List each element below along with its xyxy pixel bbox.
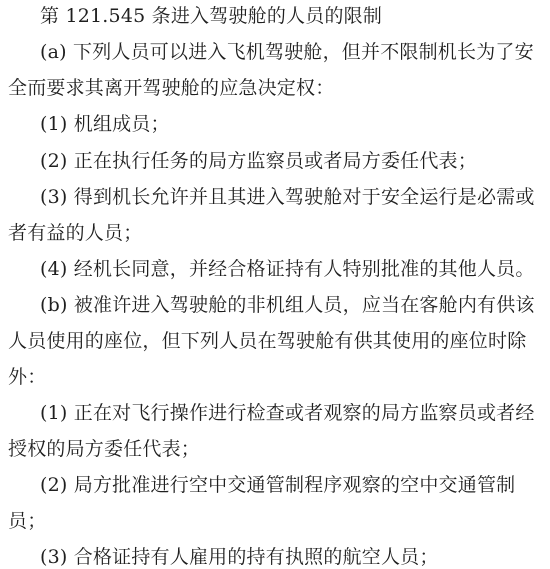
item-a-2: (2) 正在执行任务的局方监察员或者局方委任代表； [40, 150, 477, 172]
item-b-1-line-2: 授权的局方委任代表； [8, 438, 201, 460]
paragraph-b-line-2: 人员使用的座位，但下列人员在驾驶舱有供其使用的座位时除 [8, 330, 527, 352]
item-b-2-line-2: 员； [8, 510, 47, 532]
item-a-3-line-1: (3) 得到机长允许并且其进入驾驶舱对于安全运行是必需或 [40, 186, 535, 208]
section-title: 第 121.545 条进入驾驶舱的人员的限制 [40, 5, 383, 27]
item-b-2-line-1: (2) 局方批准进行空中交通管制程序观察的空中交通管制 [40, 474, 516, 496]
paragraph-a-line-2: 全而要求其离开驾驶舱的应急决定权： [8, 77, 335, 99]
item-b-1-line-1: (1) 正在对飞行操作进行检查或者观察的局方监察员或者经 [40, 402, 535, 424]
item-a-3-line-2: 者有益的人员； [8, 222, 143, 244]
paragraph-b-line-1: (b) 被准许进入驾驶舱的非机组人员，应当在客舱内有供该 [40, 294, 535, 316]
item-a-4: (4) 经机长同意，并经合格证持有人特别批准的其他人员。 [40, 258, 535, 280]
item-b-3: (3) 合格证持有人雇用的持有执照的航空人员； [40, 546, 439, 568]
paragraph-b-line-3: 外： [8, 366, 47, 388]
paragraph-a-line-1: (a) 下列人员可以进入飞机驾驶舱，但并不限制机长为了安 [40, 41, 534, 63]
item-a-1: (1) 机组成员； [40, 113, 170, 135]
